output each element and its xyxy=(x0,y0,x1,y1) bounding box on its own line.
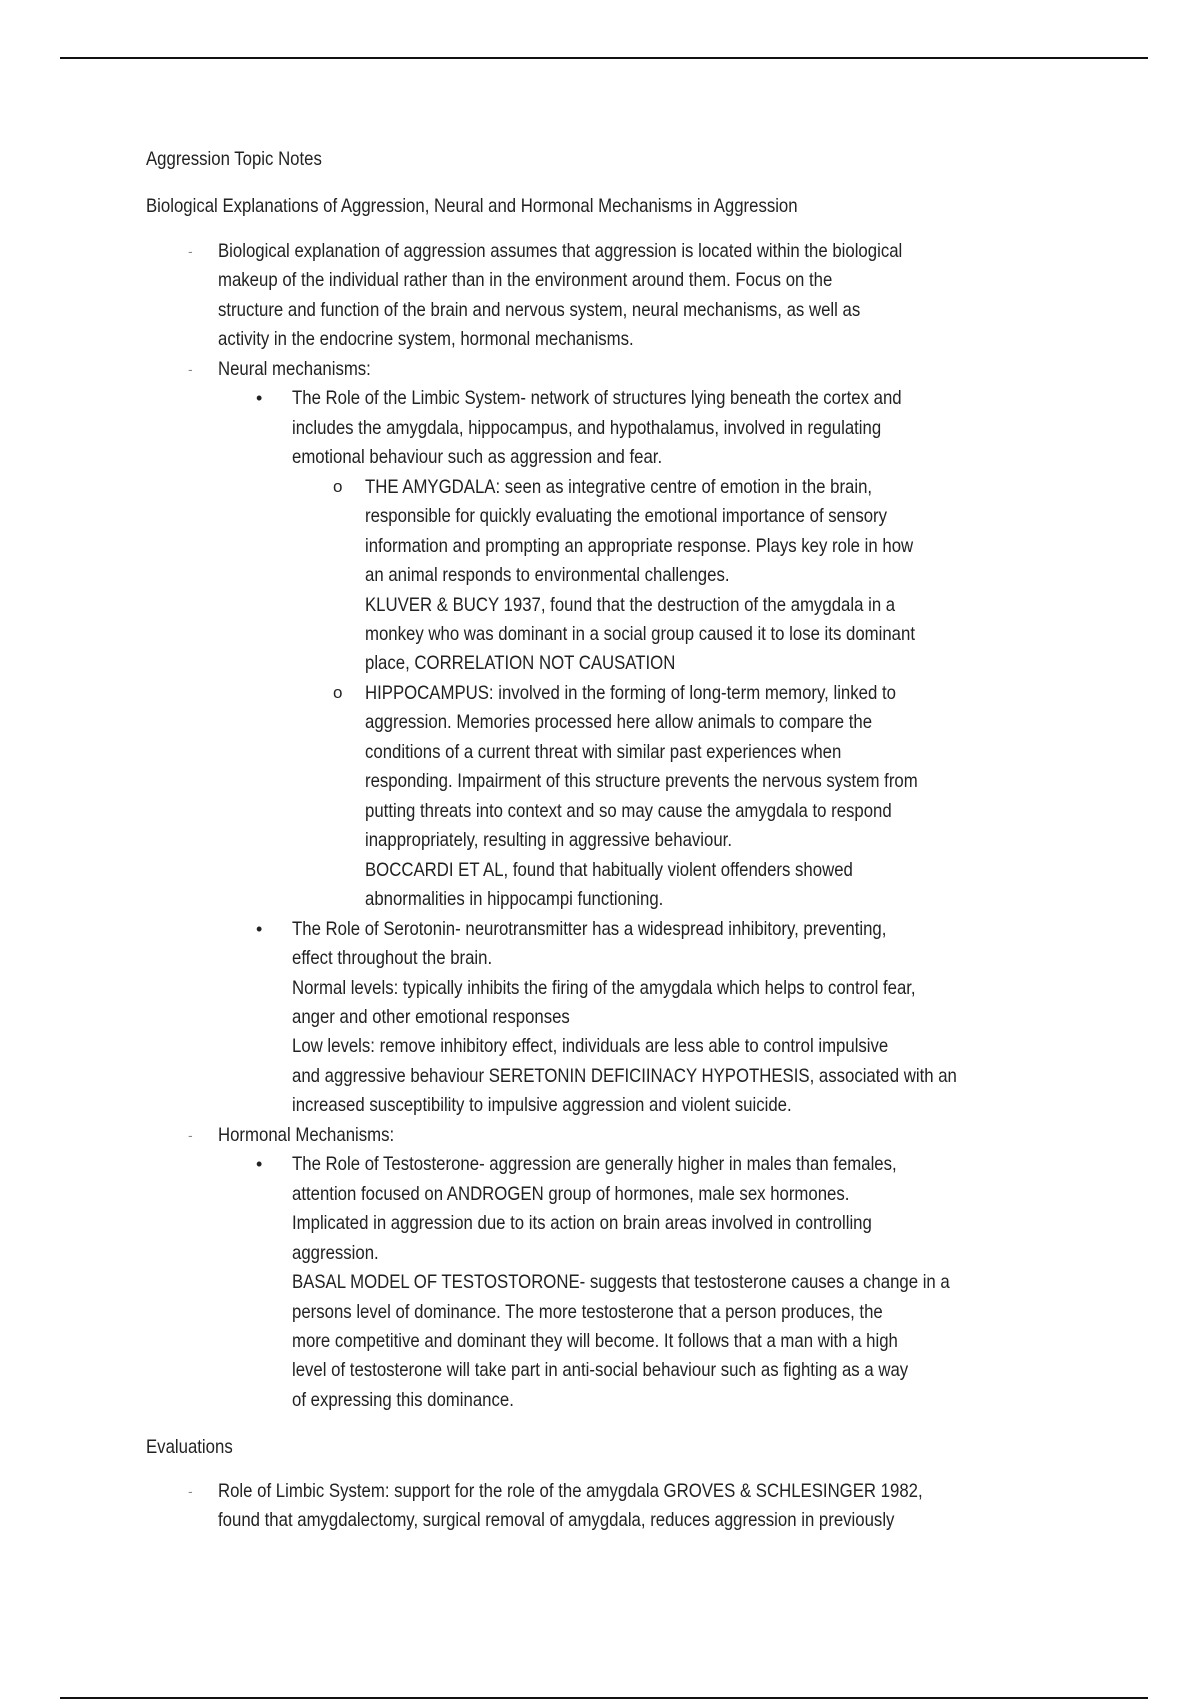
list-item-line: responsible for quickly evaluating the emotional importance of sensory xyxy=(365,505,888,528)
list-item-line: place, CORRELATION NOT CAUSATION xyxy=(365,652,676,675)
list-item-line: putting threats into context and so may cause the amygdala to respond xyxy=(365,799,892,822)
list-item-line: The Role of the Limbic System- network of structures lying beneath the cortex and xyxy=(292,387,902,410)
footer-rule xyxy=(60,1697,1148,1699)
dash-bullet-icon: - xyxy=(188,1483,193,1499)
list-item-line: inappropriately, resulting in aggressive behaviour. xyxy=(365,829,732,852)
list-item-line: BASAL MODEL OF TESTOSTORONE- suggests that testosterone causes a change in a xyxy=(292,1271,950,1294)
list-item-line: anger and other emotional responses xyxy=(292,1005,570,1028)
document-title: Aggression Topic Notes xyxy=(146,148,322,170)
list-item-line: level of testosterone will take part in anti-social behaviour such as fighting as a way xyxy=(292,1359,909,1382)
list-item-line: HIPPOCAMPUS: involved in the forming of long-term memory, linked to xyxy=(365,681,896,704)
list-item-line: conditions of a current threat with similar past experiences when xyxy=(365,740,842,763)
list-item-line: an animal responds to environmental challenges. xyxy=(365,564,730,587)
list-item-line: includes the amygdala, hippocampus, and hypothalamus, involved in regulating xyxy=(292,416,882,439)
dash-bullet-icon: - xyxy=(188,243,193,259)
evaluations-heading: Evaluations xyxy=(146,1436,233,1458)
list-item-line: Low levels: remove inhibitory effect, individuals are less able to control impulsive xyxy=(292,1035,889,1058)
list-item-line: responding. Impairment of this structure prevents the nervous system from xyxy=(365,770,918,793)
list-item-line: information and prompting an appropriate response. Plays key role in how xyxy=(365,534,914,557)
list-item-line: Neural mechanisms: xyxy=(218,357,371,380)
list-item-line: Implicated in aggression due to its action on brain areas involved in controlling xyxy=(292,1212,872,1235)
list-item-line: attention focused on ANDROGEN group of hormones, male sex hormones. xyxy=(292,1182,850,1205)
list-item-line: emotional behaviour such as aggression and fear. xyxy=(292,446,663,469)
circle-bullet-icon: o xyxy=(333,476,343,496)
list-item-line: The Role of Serotonin- neurotransmitter has a widespread inhibitory, preventing, xyxy=(292,917,887,940)
list-item-line: increased susceptibility to impulsive aggression and violent suicide. xyxy=(292,1094,792,1117)
list-item-line: found that amygdalectomy, surgical removal of amygdala, reduces aggression in previously xyxy=(218,1509,895,1532)
bullet-icon: • xyxy=(256,388,263,409)
list-item-line: effect throughout the brain. xyxy=(292,947,493,970)
list-item-line: Biological explanation of aggression assumes that aggression is located within the biological xyxy=(218,240,903,262)
list-item-line: of expressing this dominance. xyxy=(292,1388,514,1411)
list-item-line: THE AMYGDALA: seen as integrative centre of emotion in the brain, xyxy=(365,475,873,498)
list-item-line: makeup of the individual rather than in the environment around them. Focus on the xyxy=(218,269,833,292)
header-rule xyxy=(60,57,1148,59)
list-item-line: aggression. Memories processed here allow animals to compare the xyxy=(365,711,873,734)
list-item-line: abnormalities in hippocampi functioning. xyxy=(365,888,664,911)
list-item-line: aggression. xyxy=(292,1241,379,1264)
list-item-line: Normal levels: typically inhibits the firing of the amygdala which helps to control fear, xyxy=(292,976,916,999)
list-item-line: Hormonal Mechanisms: xyxy=(218,1123,395,1146)
circle-bullet-icon: o xyxy=(333,682,343,702)
list-item-line: persons level of dominance. The more testosterone that a person produces, the xyxy=(292,1300,883,1323)
list-item-line: monkey who was dominant in a social group caused it to lose its dominant xyxy=(365,622,915,645)
list-item-line: BOCCARDI ET AL, found that habitually violent offenders showed xyxy=(365,858,853,881)
list-item-line: The Role of Testosterone- aggression are generally higher in males than females, xyxy=(292,1153,897,1176)
list-item-line: activity in the endocrine system, hormonal mechanisms. xyxy=(218,328,634,351)
list-item-line: structure and function of the brain and nervous system, neural mechanisms, as well as xyxy=(218,298,861,321)
list-item-line: more competitive and dominant they will become. It follows that a man with a high xyxy=(292,1330,898,1353)
list-item-line: KLUVER & BUCY 1937, found that the destruction of the amygdala in a xyxy=(365,593,896,616)
bullet-icon: • xyxy=(256,1154,263,1175)
bullet-icon: • xyxy=(256,918,263,939)
list-item-line: Role of Limbic System: support for the role of the amygdala GROVES & SCHLESINGER 1982, xyxy=(218,1480,923,1502)
dash-bullet-icon: - xyxy=(188,1126,193,1143)
list-item-line: and aggressive behaviour SERETONIN DEFICIINACY HYPOTHESIS, associated with an xyxy=(292,1064,957,1087)
dash-bullet-icon: - xyxy=(188,360,193,377)
section-heading: Biological Explanations of Aggression, Neural and Hormonal Mechanisms in Aggression xyxy=(146,195,798,217)
